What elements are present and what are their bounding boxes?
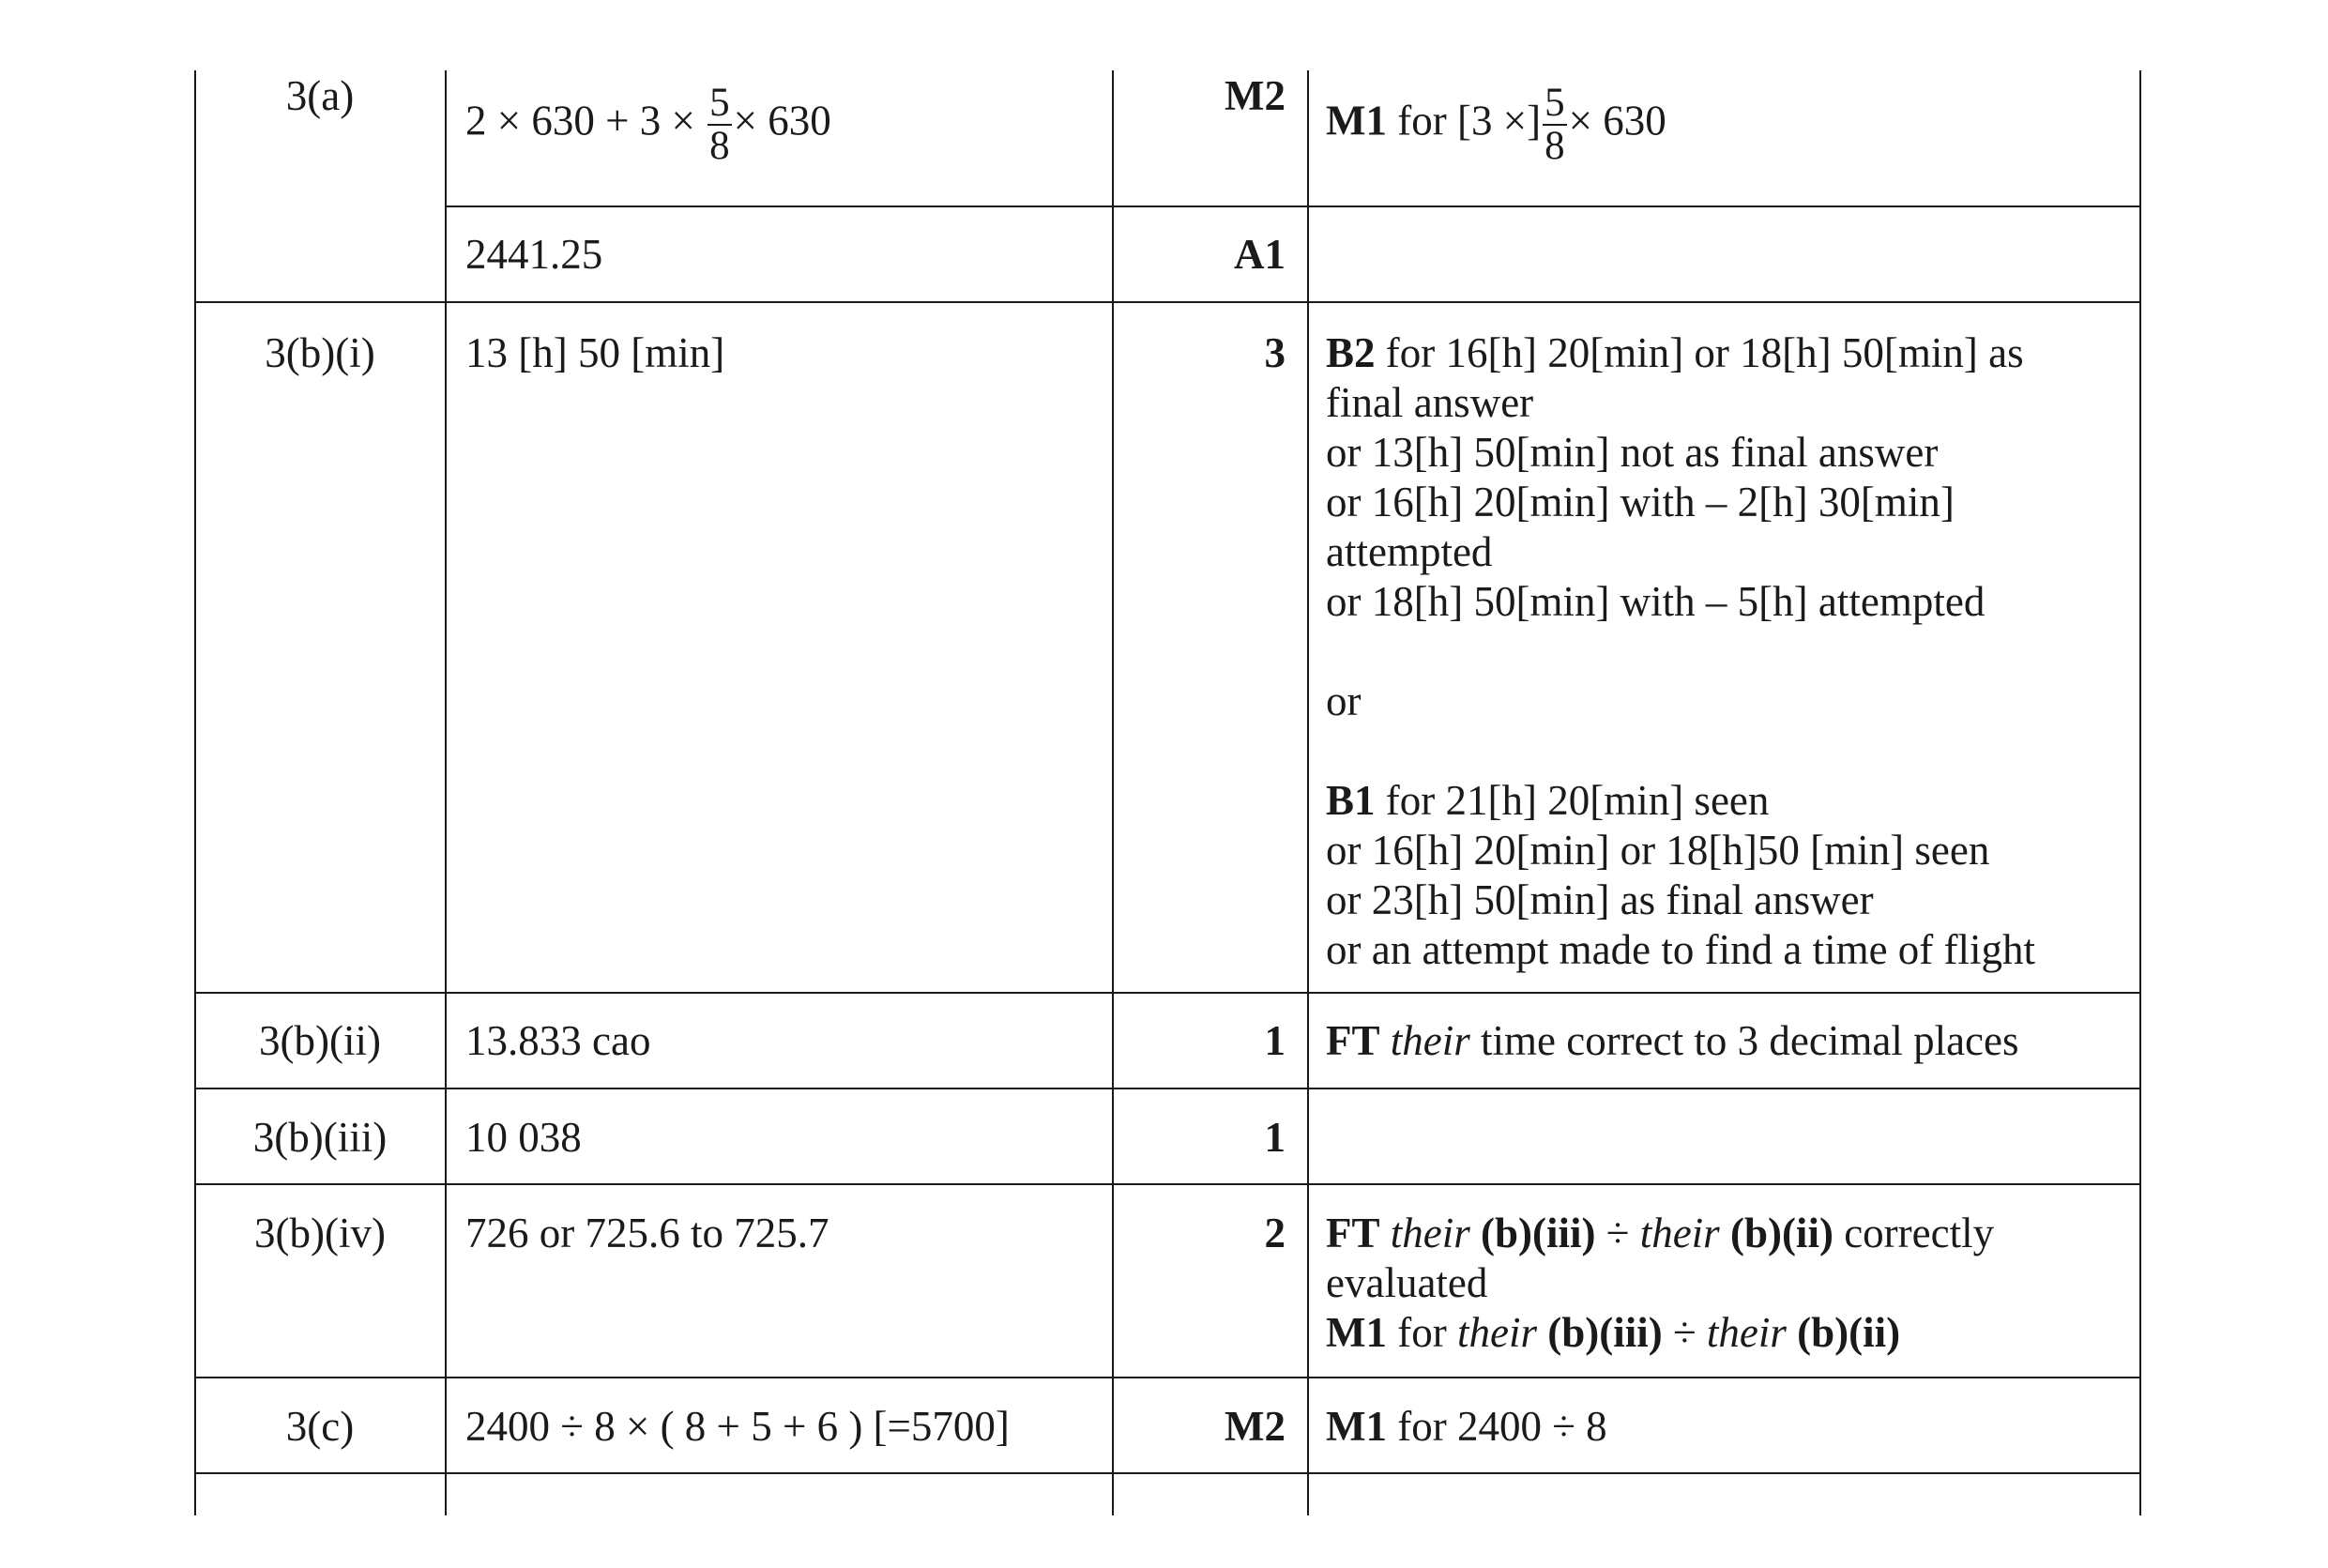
fraction-numerator: 5 — [709, 81, 730, 125]
guidance-text: correctly — [1833, 1210, 1995, 1256]
guidance-line: or 23[h] 50[min] as final answer — [1326, 876, 1874, 923]
guidance-line: attempted — [1326, 528, 1493, 575]
guidance-text: ÷ — [1595, 1210, 1640, 1256]
guidance-text: ÷ — [1662, 1309, 1707, 1356]
guidance-cell — [1326, 83, 1666, 167]
spacer — [1326, 726, 2133, 776]
row-divider — [194, 1183, 2141, 1185]
row-divider-3a-inner — [445, 206, 2141, 207]
marks-cell: 1 — [1264, 1114, 1286, 1161]
guidance-bold: FT — [1326, 1210, 1380, 1256]
question-number: 3(b)(i) — [265, 329, 375, 376]
answer-cell: 2400 ÷ 8 × ( 8 + 5 + 6 ) [=5700] — [465, 1403, 1010, 1450]
question-number: 3(b)(iv) — [254, 1210, 386, 1256]
answer-cell: 13 [h] 50 [min] — [465, 329, 725, 376]
guidance-line: or — [1326, 677, 1362, 724]
table-border-right — [2139, 70, 2141, 1515]
guidance-bold: (b)(iii) — [1547, 1309, 1663, 1356]
guidance-text: for — [1386, 1309, 1457, 1356]
row-divider — [194, 1088, 2141, 1089]
guidance-line: or 16[h] 20[min] with – 2[h] 30[min] — [1326, 479, 1955, 525]
guidance-cell — [1326, 1209, 2133, 1358]
spacer — [1326, 627, 2133, 677]
guidance-italic: their — [1456, 1309, 1537, 1356]
fraction — [1543, 83, 1567, 167]
guidance-text: for [3 ×] — [1386, 97, 1542, 145]
marks-cell: 2 — [1264, 1210, 1286, 1256]
answer-cell: 2441.25 — [465, 231, 603, 278]
row-divider — [194, 992, 2141, 994]
row-divider — [194, 1377, 2141, 1378]
guidance-cell — [1326, 1402, 1607, 1452]
guidance-line: final answer — [1326, 379, 1534, 426]
guidance-text: for 21[h] 20[min] seen — [1375, 777, 1770, 824]
answer-cell: 10 038 — [465, 1114, 582, 1161]
answer-cell — [465, 83, 831, 167]
guidance-text: for 2400 ÷ 8 — [1386, 1403, 1607, 1450]
guidance-line: evaluated — [1326, 1259, 1488, 1306]
guidance-italic: their — [1639, 1210, 1720, 1256]
fraction-numerator: 5 — [1544, 81, 1565, 125]
answer-text: 2 × 630 + 3 × — [465, 97, 695, 145]
guidance-line — [1326, 1308, 2133, 1358]
guidance-bold: (b)(ii) — [1797, 1309, 1901, 1356]
marks-cell: 3 — [1264, 329, 1286, 376]
guidance-line: or 18[h] 50[min] with – 5[h] attempted — [1326, 578, 1986, 625]
question-number: 3(b)(ii) — [259, 1017, 381, 1064]
row-divider — [194, 1472, 2141, 1474]
guidance-bold: B1 — [1326, 777, 1376, 824]
guidance-bold: (b)(iii) — [1481, 1210, 1596, 1256]
guidance-text: time correct to 3 decimal places — [1469, 1017, 2019, 1064]
answer-cell: 726 or 725.6 to 725.7 — [465, 1210, 829, 1256]
guidance-bold: M1 — [1326, 1403, 1387, 1450]
question-number: 3(b)(iii) — [252, 1114, 388, 1161]
guidance-italic: their — [1706, 1309, 1787, 1356]
row-divider — [194, 301, 2141, 303]
guidance-bold: (b)(ii) — [1729, 1210, 1833, 1256]
question-number: 3(a) — [285, 72, 355, 119]
marks-cell: M2 — [1225, 1403, 1286, 1450]
guidance-cell — [1326, 328, 2133, 975]
guidance-line — [1326, 1209, 2133, 1258]
guidance-line: or 13[h] 50[min] not as final answer — [1326, 429, 1939, 476]
answer-text: × 630 — [733, 97, 831, 145]
guidance-line — [1326, 328, 2133, 378]
guidance-bold: FT — [1326, 1017, 1380, 1064]
guidance-italic: their — [1390, 1017, 1470, 1064]
question-number: 3(c) — [285, 1403, 355, 1450]
guidance-line: or 16[h] 20[min] or 18[h]50 [min] seen — [1326, 827, 1990, 874]
table-border-left — [194, 70, 196, 1515]
guidance-text: × 630 — [1568, 97, 1666, 145]
column-divider-answer — [445, 70, 447, 1515]
fraction — [708, 83, 732, 167]
guidance-bold: M1 — [1326, 1309, 1387, 1356]
fraction-denominator: 8 — [709, 124, 730, 168]
guidance-italic: their — [1390, 1210, 1470, 1256]
fraction-denominator: 8 — [1544, 124, 1565, 168]
column-divider-marks — [1112, 70, 1114, 1515]
marks-cell: 1 — [1264, 1017, 1286, 1064]
guidance-text: for 16[h] 20[min] or 18[h] 50[min] as — [1375, 329, 2024, 376]
answer-cell: 13.833 cao — [465, 1017, 651, 1064]
guidance-cell — [1326, 1016, 2019, 1066]
marks-cell: A1 — [1234, 231, 1286, 278]
guidance-bold: B2 — [1326, 329, 1376, 376]
guidance-line — [1326, 776, 2133, 826]
marks-cell: M2 — [1225, 72, 1286, 119]
guidance-bold: M1 — [1326, 97, 1387, 145]
guidance-line: or an attempt made to find a time of flight — [1326, 926, 2036, 973]
column-divider-guidance — [1307, 70, 1309, 1515]
